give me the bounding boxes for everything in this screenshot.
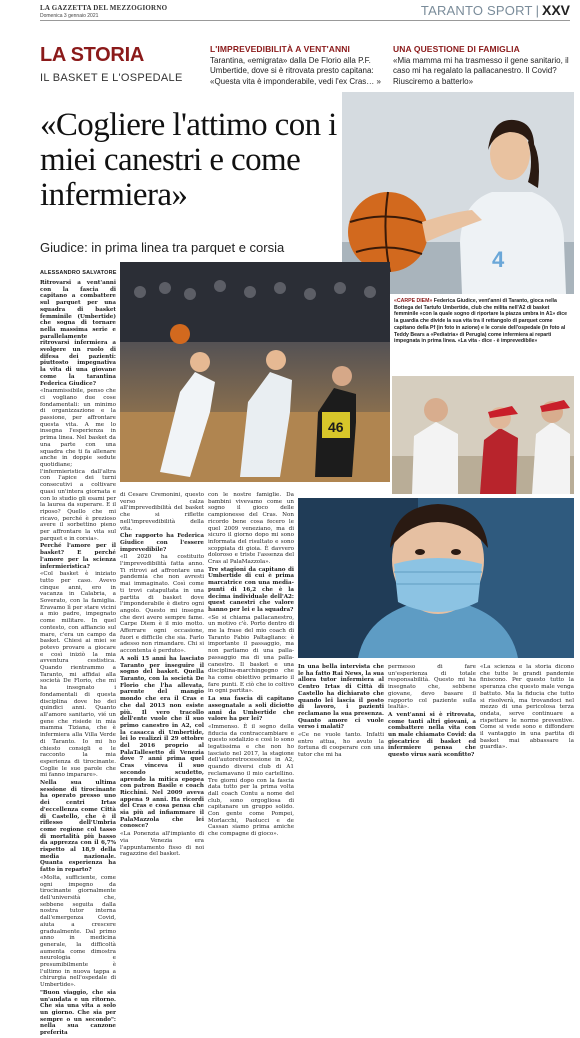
- interview-question: In una bella intervista che le ha fatto Rai News, la sua allora tutor infermiera al Centro Irtas di Città di Castello ha dichiarato che quando lei lascia il posto di lavoro, i pazienti reclamano la sua presenza. Quanto amore ci vuole verso i malati?: [298, 664, 384, 731]
- teaser-family: [393, 44, 573, 87]
- page-number: XXV: [541, 2, 570, 18]
- article-paragraph: permesso di fare un'esperienza di totale responsabilità. Questo mi ha insegnato che, sebbene giovane, devo basare il rapporto col paziente sulla lealtà».: [388, 664, 476, 711]
- teaser-title: L'IMPREVEDIBILITÀ A VENT'ANNI: [210, 44, 350, 54]
- photo-caption: [394, 298, 572, 345]
- interview-question: "Buon viaggio, che sia un'andata e un ritorno. Che sia una vita a solo un giorno. Che sia per sempre o un secondo": nella sua canzone preferita: [40, 989, 116, 1037]
- section-separator: |: [535, 3, 539, 18]
- teaser-unpredictability: [210, 44, 385, 87]
- article-paragraph: di Cesare Cremonini, questo verso calza all'imprevedibilità del basket che si riflette nell'imprevedibilità della vita.: [120, 492, 204, 532]
- article-paragraph: «Immenso. È il segno della fiducia da contraccambiare e questo sodalizio e così lo sono legatissima e che non ho lasciato nel 2017, la stagione dell'autoretrocessione in A2, quando diversi club di A1 reclamavano il mio cartellino. Tre giorni dopo con la fascia data tutto per la prima volta dall coach Contu a nome del club, sono orgogliosa di capitanare un gruppo solido. Con gente come Pompei, Morlacchi, Paolucci e de Cassan siamo prima amiche che compagne di gioco».: [208, 723, 294, 838]
- headline: «Cogliere l'attimo con i miei canestri e come infermiera»: [40, 107, 337, 213]
- svg-text:4: 4: [492, 247, 505, 272]
- article-column-2: [120, 492, 204, 859]
- teaser-title: UNA QUESTIONE DI FAMIGLIA: [393, 44, 520, 54]
- story-kicker-subtitle: IL BASKET E L'OSPEDALE: [40, 72, 183, 84]
- section-header: [421, 2, 570, 18]
- interview-question: A soli 15 anni ha lasciato Taranto per inseguire il sogno del basket. Quella Taranto, con la società De Florio che l'ha allevata, parente del mangio mondo che era il Cras e che dal 2013 non esiste più. Il vero tracollo dell'ente vuole che il suo primo canestro in A2, col la casacca di Umbertide, lei lo realizzi il 29 ottobre del 2016 proprio al PalaTallesetto di Venezia dove 7 anni prima quel Cras vinceva il suo secondo scudetto, aprendo la mitica epopea con patron Basile e coach Ricchini. Nel 2009 aveva appena 9 anni. Ha ricordi del Cras e cosa pensa che sia più ad infiammare il PalaMazzola che lei conosce?: [120, 655, 204, 830]
- article-column-5: [388, 664, 476, 760]
- article-paragraph: «Il 2020 ha costituito l'imprevedibilità fatta anno. Ti ritrovi ad affrontare una pandemia che non avresti mai immaginato. Così come ti trovi catapultata in una partita di basket dove l'imponderabile è dietro ogni angolo. Questo mi insegna che devi avere sempre fame. Carpe Diem è il mio motto. Afferrare ogni occasione, fuori e difficile che sia. Farlo adesso non rimandare. Chi si accontenta è perduto».: [120, 554, 204, 655]
- story-kicker: LA STORIA: [40, 44, 144, 66]
- interview-question: Nella sua ultima sessione di tirocinante ha operato presso uno dei centri Irtas d'eccellenza come Città di Castello, che è il riflesso dell'Umbria come regione col tasso di mortalità più basso da apprezza con il 6,7% rispetto al 18,9 della media nazionale. Quanta esperienza ha fatto in reparto?: [40, 780, 116, 874]
- interview-question: Tre stagioni da capitano di Umbertide di cui è prima marcatrice con una media-punti di 16,2 che è la decima individuale dell'A2: quest canestri che valore hanno per lei e la squadra?: [208, 566, 294, 613]
- article-lead: Ritrovarsi a vent'anni con la fascia di capitano a combattere sul parquet per una squadra di basket femminile (Umbertide) che sogna di tornare nella massima serie e parallelamente ritrovarsi infermiera a svolgere un ruolo di difesa dei pazienti: piuttosto impegnativa la vita di una giovane come la tarantina Federica Giudice?: [40, 280, 116, 387]
- article-paragraph: «Ce ne vuole tanto. Infatti entro attua, ho avuto la fortuna di cooperare con una tutor che mi ha: [298, 732, 384, 759]
- interview-question: A vent'anni si è ritrovata, come tanti altri giovani, a combattere nella vita con un male chiamato Covid: da giocatrice di basket ed infermiere pensa che questo virus sarà sconfitto?: [388, 711, 476, 759]
- svg-text:46: 46: [328, 419, 344, 435]
- teaser-text: «Mia mamma mi ha trasmesso il gene sanitario, il caso mi ha regalato la pallacanestro. Il Covid? Riusciremo a batterlo»: [393, 56, 569, 86]
- interview-question: La sua fascia di capitano assegnatale a soli diciotto anni da Umbertide che valore ha per lei?: [208, 696, 294, 723]
- caption-lead: «CARPE DIEM»: [394, 298, 433, 304]
- photo-nurse-mask: [298, 498, 574, 658]
- masthead: [0, 0, 580, 40]
- subheadline: Giudice: in prima linea tra parquet e corsia: [40, 240, 285, 255]
- article-column-1: [40, 280, 116, 1038]
- article-paragraph: con le nostre famiglie. Da bambini vivevamo come un sogno il gioco delle campionesse del Cras. Non ricordo bene cosa fecero le quel 2009 veneziano, ma di sicuro il giorno dopo mi sono informata del risultato e sono scoppiata di gioia. È davvero doloroso e triste l'assenza del Cras al PalaMazzola».: [208, 492, 294, 566]
- article-paragraph: «Col basket è iniziato tutto per caso. Avevo cinque anni, ero in vacanza in Calabria, a Soverato, con la famiglia. Eravamo lì per stare vicini a mio padre, impegnato come militare. In quel contesto, con affiancio sul mare, c'era un campo da basket. Chiesi ai miei se potevo provare a giocare e così iniziò la mia avventura cestistica. Quando rientrammo a Taranto, mi affidai alla società De Florio, che mi ha insegnato i fondamentali di questa disciplina dove ho dei quindici anni. Quanto all'amore sanitario, vié un gene che risiede in mia mamma Tiziana, che è infermiera alla Villa Verde di Taranto. Io mi ho chiesto consigli e le racconto la mia esperienza di tirocinante. Coglie le sue parole che mi fanno imparare».: [40, 571, 116, 779]
- photo-hospital-ward: [392, 376, 574, 494]
- article-paragraph: «Inammissibile, penso che ci vogliano due cose fondamentali: un minimo di organizzazione e la passione, per affrontare questa vita. A me lo insegna l'esperienza in prima linea. Nel basket da una parte con una squadra che ti fa allenare anche in doppie sedute quotidiane; l'infermieristica dall'altra con l'apice dei turni consecutivi a coltivare quasi un'intera giornata e con lo studio gli esami per la laurea da superare. E il riposo? Quello che mi ricavo, perché è prezioso avere il sorbettino pieno per affrontare la vita sul parquet e in corsia».: [40, 388, 116, 542]
- article-paragraph: «Se si chiama pallacanestro, un motivo c'è. Porto dentro di me la frase del mio coach di Taranto Fabio Paltagliano: è importante il passaggio, ma non parliamo di una palla-passaggio ma di una palla-canestro. Il basket e una disciplina-marchingegno che ha come obiettivo primario il fare punti. E ciò che io coltivo in ogni partita».: [208, 614, 294, 695]
- interview-question: Perché l'amore per il basket? E perché l'amore per la scienza infermieristica?: [40, 543, 116, 570]
- article-column-3: [208, 492, 294, 839]
- article-column-6: [480, 664, 574, 752]
- caption-text: Federica Giudice, vent'anni di Taranto, gioca nella Bottega del Tartufo Umbertide, club che milita nell'A2 di basket femminile «con la quale sogno di riportare la piazza umbra in A1» dice la guardia che divide la sua vita tra il rettangolo di parquet come capitano della Pf (in foto in azione) e le corsie dell'ospedale (in foto al Teddy Bears a «Pediatria» di Perugia) come infermiera ai reparti impegnata in prima linea. «La vita - dice - è imprevedibile»: [394, 298, 568, 345]
- issue-date: Domenica 3 gennaio 2021: [40, 13, 99, 19]
- masthead-rule: [40, 20, 570, 21]
- article-paragraph: «La scienza e la storia dicono che tutte le grandi pandemie finiscono. Per questo tutto la speranza che questo male venga battuto. Ma la fiducia che tutto si risolverà, ma trovandoci nel mezzo di una pericolosa terza ondata, serve continuare a rispettare le norme preventive. Come si vede sono e diffondere il vantaggio in una partita di basket mai abbassare la guardia».: [480, 664, 574, 751]
- article-paragraph: «La Ponenzia all'impianto di via Venezia era l'appuntamento fisso di noi ragazzine del basket.: [120, 831, 204, 858]
- interview-question: Che rapporto ha Federica Giudice con l'essere imprevedibile?: [120, 533, 204, 553]
- article-column-4: [298, 664, 384, 760]
- section-name: TARANTO SPORT: [420, 3, 533, 18]
- photo-game-action: [120, 262, 390, 482]
- teaser-text: Tarantina, «emigrata» dalla De Florio alla P.F. Umbertide, dove si è ritrovata presto capitana: «Questa vita è imponderabile, vedi l'ex Cras… »: [210, 56, 381, 86]
- article-paragraph: «Molta, sufficiente, come ogni impegno da tirocinante giornalmente dell'università che, sebbene seguita dalla nostra tutor interna dall'emergenza Covid, aiuta a crescere gradualmente. Dal primo anno in medicina generale, la difficoltà aumenta come dimostra neurologia e presumibilmente è l'ultimo in nuova tappa a chirurgia nell'ospedale di Umbertide».: [40, 874, 116, 989]
- newspaper-name: LA GAZZETTA DEL MEZZOGIORNO: [40, 4, 168, 12]
- byline: ALESSANDRO SALVATORE: [40, 270, 117, 276]
